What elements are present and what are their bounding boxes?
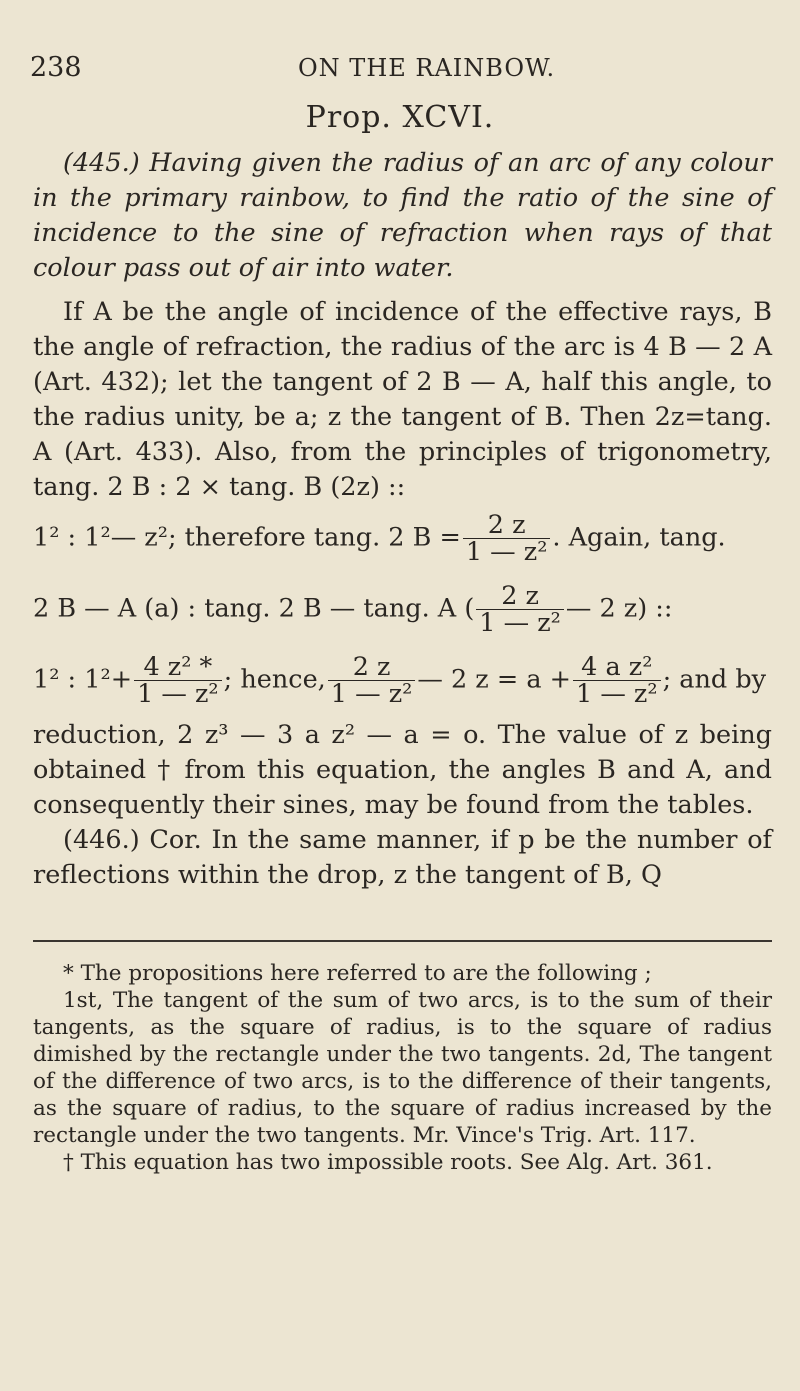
footnotes	[33, 960, 772, 1176]
eq3-lead: 1² : 1²+	[33, 664, 133, 695]
eq2-numerator: 2 z	[476, 583, 564, 610]
equation-line-1	[33, 512, 726, 565]
proposition-heading: Prop. XCVI.	[305, 100, 495, 135]
footnote-rule	[33, 940, 772, 942]
enunciation: (445.) Having given the radius of an arc of any colour in the primary rainbow, to find the ratio of the sine of incidence to the sine of refraction when rays of that colour pass out of air into water.	[33, 148, 772, 283]
page-number: 238	[30, 52, 82, 83]
body-paragraph-1-block	[33, 295, 772, 505]
eq3-fraction-3	[573, 654, 661, 707]
footnote-dagger: † This equation has two impossible roots. See Alg. Art. 361.	[63, 1150, 713, 1175]
eq2-lead: 2 B — A (a) : tang. 2 B — tang. A (	[33, 593, 475, 624]
footnote-intro: * The propositions here referred to are the following ;	[63, 961, 652, 986]
eq3-f1-numerator: 4 z² *	[134, 654, 222, 681]
eq1-lead: 1² : 1²— z²; therefore tang. 2 B =	[33, 522, 461, 553]
eq1-fraction	[463, 512, 551, 565]
eq1-tail: . Again, tang.	[552, 522, 726, 553]
eq2-tail: — 2 z) ::	[565, 593, 673, 624]
eq2-denominator: 1 — z²	[479, 608, 561, 638]
eq1-numerator: 2 z	[463, 512, 551, 539]
eq3-mid-2: — 2 z = a +	[417, 664, 571, 695]
body-paragraph-2-block	[33, 718, 772, 893]
equation-line-2	[33, 583, 672, 636]
eq3-f2-denominator: 1 — z²	[330, 679, 413, 709]
running-title: ON THE RAINBOW.	[298, 54, 556, 82]
running-header	[30, 52, 770, 88]
eq3-f2-numerator: 2 z	[328, 654, 416, 681]
eq3-f3-numerator: 4 a z²	[573, 654, 661, 681]
eq1-denominator: 1 — z²	[465, 537, 548, 567]
eq3-f3-denominator: 1 — z²	[576, 679, 658, 709]
eq3-f1-denominator: 1 — z²	[137, 679, 219, 709]
body-paragraph-2: reduction, 2 z³ — 3 a z² — a = o. The value of z being obtained † from this equation, the angles B and A, and consequently their sines, may be found from the tables.	[33, 720, 772, 820]
body-paragraph-1: If A be the angle of incidence of the effective rays, B the angle of refraction, the radius of the arc is 4 B — 2 A (Art. 432); let the tangent of 2 B — A, half this angle, to the radius unity, be a; z the tangent of B. Then 2z=tang. A (Art. 433). Also, from the principles of trigonometry, tang. 2 B : 2 × tang. B (2z) ::	[33, 297, 772, 502]
eq3-fraction-2	[328, 654, 416, 707]
equation-line-3	[33, 654, 766, 707]
eq2-fraction	[476, 583, 564, 636]
enunciation-block	[33, 146, 772, 286]
footnote-star: 1st, The tangent of the sum of two arcs, is to the sum of their tangents, as the square of radius, is to the square of radius dimished by the rectangle under the two tangents. 2d, The tangent of the difference of two arcs, is to the difference of their tangents, as the square of radius, to the square of radius increased by the rectangle under the two tangents. Mr. Vince's Trig. Art. 117.	[33, 988, 772, 1148]
corollary: (446.) Cor. In the same manner, if p be the number of reflections within the drop, z the tangent of B, Q	[33, 825, 772, 890]
eq3-fraction-1	[134, 654, 222, 707]
eq3-mid-1: ; hence,	[223, 664, 326, 695]
eq3-tail: ; and by	[662, 664, 767, 695]
